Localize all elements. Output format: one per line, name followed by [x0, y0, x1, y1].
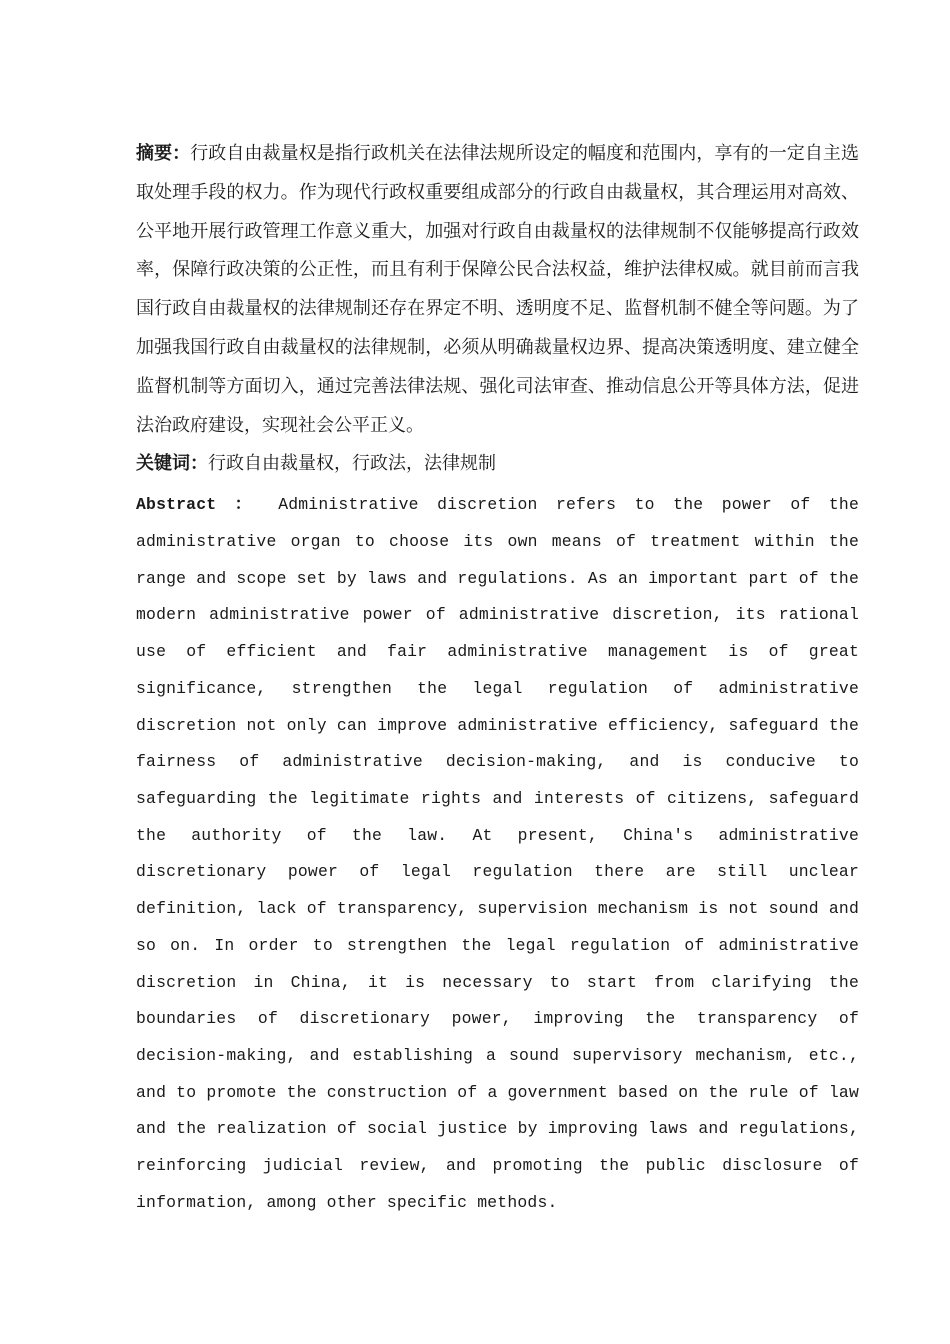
english-abstract — [136, 487, 859, 1221]
chinese-abstract-text: 行政自由裁量权是指行政机关在法律法规所设定的幅度和范围内，享有的一定自主选取处理手段的权力。作为现代行政权重要组成部分的行政自由裁量权，其合理运用对高效、公平地开展行政管理工作意义重大，加强对行政自由裁量权的法律规制不仅能够提高行政效率，保障行政决策的公正性，而且有利于保障公民合法权益，维护法律权威。就目前而言我国行政自由裁量权的法律规制还存在界定不明、透明度不足、监督机制不健全等问题。为了加强我国行政自由裁量权的法律规制，必须从明确裁量权边界、提高决策透明度、建立健全监督机制等方面切入，通过完善法律法规、强化司法审查、推动信息公开等具体方法，促进法治政府建设，实现社会公平正义。 — [136, 143, 859, 436]
abstract-page — [136, 135, 859, 1221]
chinese-abstract-label: 摘要： — [136, 143, 191, 164]
chinese-keywords-text: 行政自由裁量权，行政法，法律规制 — [208, 453, 496, 475]
chinese-keywords — [136, 445, 859, 483]
english-abstract-text: Administrative discretion refers to the power of the administrative organ to choose its own means of treatment within the range and scope set by laws and regulations. As an important part of the modern administrative power of administrative discretion, its rational use of efficient and fair administrative management is of great significance, strengthen the legal regulation of administrative discretion not only can improve administrative efficiency, safeguard the fairness of administrative decision-making, and is conducive to safeguarding the legitimate rights and interests of citizens, safeguard the authority of the law. At present, China's administrative discretionary power of legal regulation there are still unclear definition, lack of transparency, supervision mechanism is not sound and so on. In order to strengthen the legal regulation of administrative discretion in China, it is necessary to start from clarifying the boundaries of discretionary power, improving the transparency of decision-making, and establishing a sound supervisory mechanism, etc., and to promote the construction of a government based on the rule of law and the realization of social justice by improving laws and regulations, reinforcing judicial review, and promoting the public disclosure of information, among other specific methods. — [136, 495, 859, 1212]
chinese-abstract — [136, 135, 859, 445]
chinese-keywords-label: 关键词： — [136, 453, 208, 475]
english-abstract-label: Abstract ： — [136, 495, 260, 515]
